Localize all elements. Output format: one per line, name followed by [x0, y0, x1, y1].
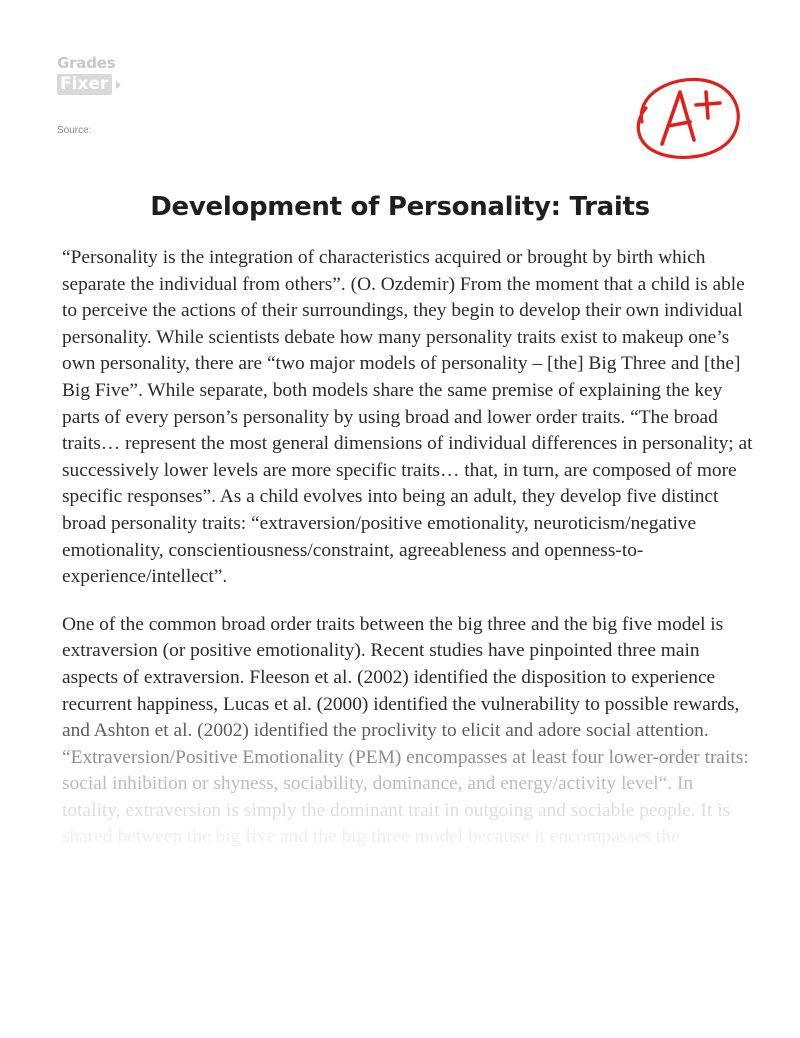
logo-arrow-icon [116, 81, 121, 89]
text-line: and Ashton et al. (2002) identified the proclivity to elicit and adore social attention. [62, 720, 709, 742]
logo-top-text: Grades [57, 54, 116, 72]
text-line: specific responses”. As a child evolves into being an adult, they develop five distinct [62, 486, 719, 508]
text-line: successively lower levels are more specific traits… that, in turn, are composed of more [62, 459, 737, 481]
text-line: emotionality, conscientiousness/constraint, agreeableness and openness-to- [62, 539, 644, 561]
paragraph-2 [62, 612, 752, 851]
text-line: own personality, there are “two major models of personality – [the] Big Three and [the] [62, 353, 741, 375]
stamp-plus [696, 92, 720, 118]
text-line: parts of every person’s personality by using broad and lower order traits. “The broad [62, 406, 718, 428]
text-line: broad personality traits: “extraversion/positive emotionality, neuroticism/negative [62, 512, 697, 534]
logo-bottom-label: Fixer [60, 74, 109, 94]
stamp-letter-a [662, 92, 694, 144]
text-line: separate the individual from others”. (O. Ozdemir) From the moment that a child is able [62, 273, 745, 295]
text-line: totality, extraversion is simply the dominant trait in outgoing and sociable people. It is [62, 799, 731, 821]
text-line: Big Five”. While separate, both models share the same premise of explaining the key [62, 379, 723, 401]
text-line: traits… represent the most general dimensions of individual differences in personality; at [62, 433, 753, 455]
gradesfixer-logo[interactable] [57, 54, 177, 104]
text-line: “Personality is the integration of characteristics acquired or brought by birth which [62, 247, 706, 268]
text-line: aspects of extraversion. Fleeson et al. (2002) identified the disposition to experience [62, 666, 716, 688]
logo-bottom-text [57, 74, 112, 95]
text-line: to perceive the actions of their surroundings, they begin to develop their own individual [62, 300, 743, 322]
text-line: social inhibition or shyness, sociability, dominance, and energy/activity level“. In [62, 773, 694, 795]
text-line: extraversion (or positive emotionality). Recent studies have pinpointed three main [62, 640, 700, 662]
paragraph-1 [62, 245, 752, 591]
text-line: recurrent happiness, Lucas et al. (2000) identified the vulnerability to possible rewards, [62, 693, 740, 715]
essay-body [62, 245, 752, 872]
source-label: Source: [57, 125, 92, 136]
text-line: “Extraversion/Positive Emotionality (PEM) encompasses at least four lower-order traits: [62, 746, 749, 768]
text-line: experience/intellect”. [62, 566, 228, 588]
essay-title: Development of Personality: Traits [150, 192, 650, 222]
text-line: One of the common broad order traits between the big three and the big five model is [62, 613, 724, 635]
a-plus-stamp [624, 70, 749, 165]
text-line: shared between the big five and the big three model because it encompasses the [62, 826, 680, 848]
text-line: personality. While scientists debate how many personality traits exist to makeup one’s [62, 326, 730, 348]
